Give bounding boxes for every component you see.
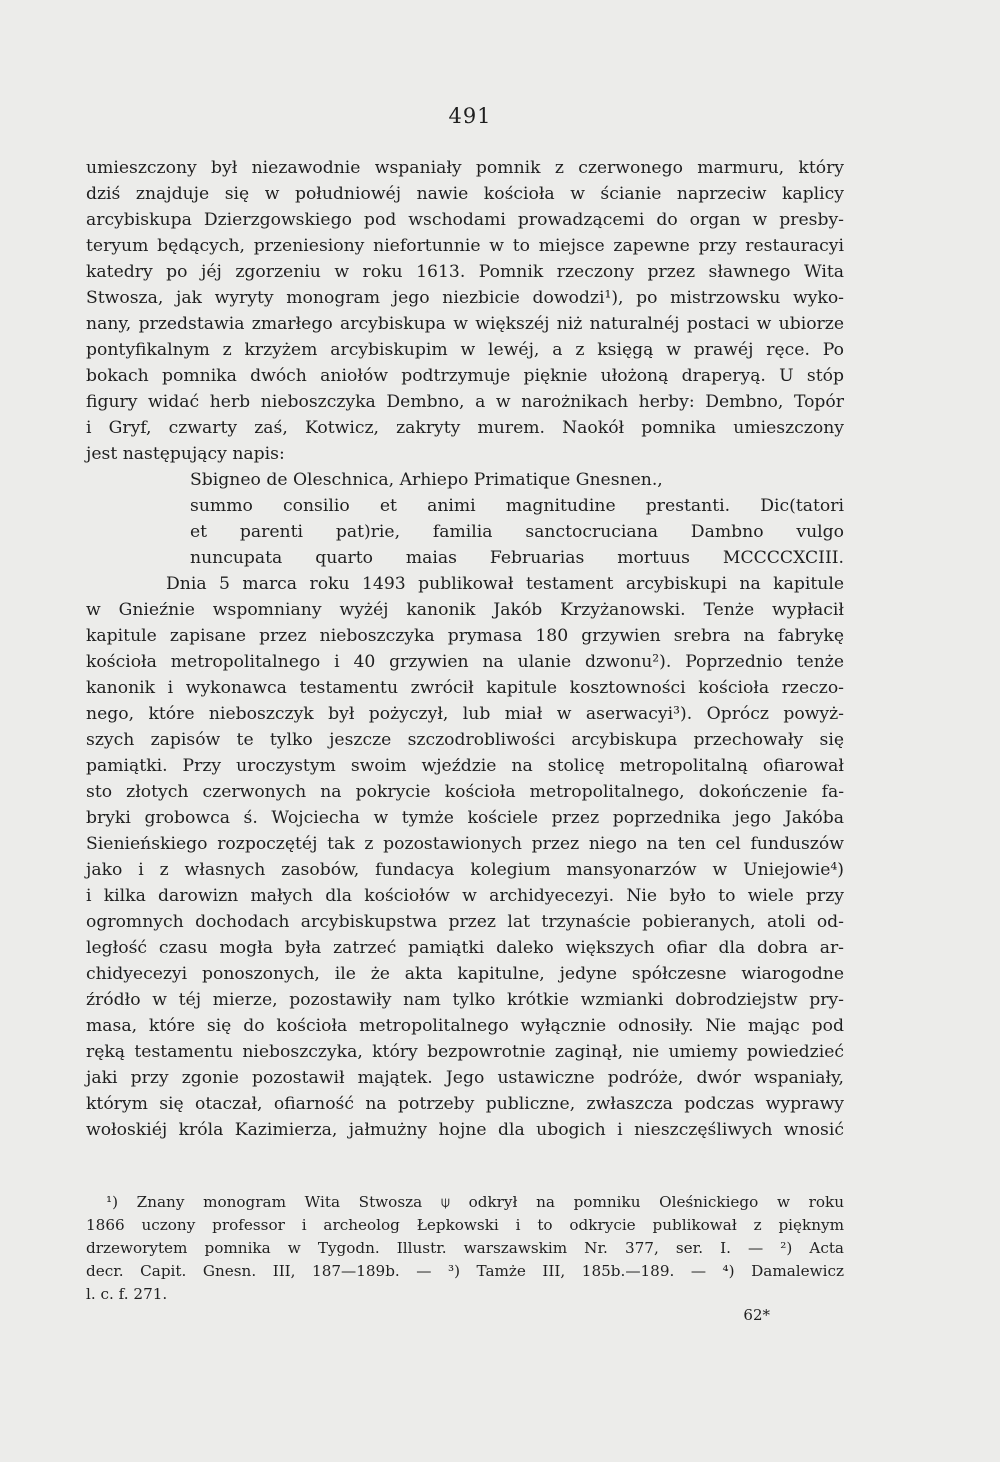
body-line: ogromnych dochodach arcybiskupstwa przez lat trzynaście pobieranych, atoli od-	[86, 912, 844, 932]
body-line: bokach pomnika dwóch aniołów podtrzymuje pięknie ułożoną draperyą. U stóp	[86, 366, 844, 386]
body-line: Sbigneo de Oleschnica, Arhiepo Primatique Gnesnen.,	[190, 470, 663, 490]
body-line: masa, które się do kościoła metropolitalnego wyłącznie odnosiły. Nie mając pod	[86, 1016, 844, 1036]
body-line: ległość czasu mogła była zatrzeć pamiątki daleko większych ofiar dla dobra ar-	[86, 938, 844, 958]
body-line: teryum będących, przeniesiony niefortunnie w to miejsce zapewne przy restauracyi	[86, 236, 844, 256]
body-line: nego, które nieboszczyk był pożyczył, lub miał w aserwacyi³). Oprócz powyż-	[86, 704, 844, 724]
footnote-line: drzeworytem pomnika w Tygodn. Illustr. warszawskim Nr. 377, ser. I. — ²) Acta	[86, 1239, 844, 1257]
body-line: szych zapisów te tylko jeszcze szczodrobliwości arcybiskupa przechowały się	[86, 730, 844, 750]
printer-signature: 62*	[743, 1306, 770, 1324]
body-line: katedry po jéj zgorzeniu w roku 1613. Pomnik rzeczony przez sławnego Wita	[86, 262, 844, 282]
footnote-line: ¹) Znany monogram Wita Stwosza ⍦ odkrył na pomniku Oleśnickiego w roku	[106, 1193, 844, 1211]
footnote-line: l. c. f. 271.	[86, 1285, 168, 1303]
body-line: i Gryf, czwarty zaś, Kotwicz, zakryty murem. Naokół pomnika umieszczony	[86, 418, 844, 438]
body-line: figury widać herb nieboszczyka Dembno, a w narożnikach herby: Dembno, Topór	[86, 392, 844, 412]
body-line: jaki przy zgonie pozostawił majątek. Jego ustawiczne podróże, dwór wspaniały,	[86, 1068, 844, 1088]
body-line: ręką testamentu nieboszczyka, który bezpowrotnie zaginął, nie umiemy powiedzieć	[86, 1042, 844, 1062]
body-line: jako i z własnych zasobów, fundacya kolegium mansyonarzów w Uniejowie⁴)	[86, 860, 844, 880]
body-line: i kilka darowizn małych dla kościołów w archidyecezyi. Nie było to wiele przy	[86, 886, 844, 906]
body-line: sto złotych czerwonych na pokrycie kościoła metropolitalnego, dokończenie fa-	[86, 782, 844, 802]
body-line: którym się otaczał, ofiarność na potrzeby publiczne, zwłaszcza podczas wyprawy	[86, 1094, 844, 1114]
body-text	[86, 155, 844, 1143]
body-line: et parenti pat)rie, familia sanctocruciana Dambno vulgo	[190, 522, 844, 542]
body-line: pontyfikalnym z krzyżem arcybiskupim w lewéj, a z księgą w prawéj ręce. Po	[86, 340, 844, 360]
body-line: kanonik i wykonawca testamentu zwrócił kapitule kosztowności kościoła rzeczo-	[86, 678, 844, 698]
body-line: Sienieńskiego rozpoczętéj tak z pozostawionych przez niego na ten cel funduszów	[86, 834, 844, 854]
body-line: jest następujący napis:	[86, 444, 285, 464]
body-line: źródło w téj mierze, pozostawiły nam tylko krótkie wzmianki dobrodziejstw pry-	[86, 990, 844, 1010]
body-line: pamiątki. Przy uroczystym swoim wjeździe na stolicę metropolitalną ofiarował	[86, 756, 844, 776]
body-line: nany, przedstawia zmarłego arcybiskupa w większéj niż naturalnéj postaci w ubiorze	[86, 314, 844, 334]
body-line: chidyecezyi ponoszonych, ile że akta kapitulne, jedyne spółczesne wiarogodne	[86, 964, 844, 984]
body-line: w Gnieźnie wspomniany wyżéj kanonik Jakób Krzyżanowski. Tenże wypłacił	[86, 600, 844, 620]
footnote-line: 1866 uczony professor i archeolog Łepkowski i to odkrycie publikował z pięknym	[86, 1216, 844, 1234]
body-line: wołoskiéj króla Kazimierza, jałmużny hojne dla ubogich i nieszczęśliwych wnosić	[86, 1120, 844, 1140]
body-line: kościoła metropolitalnego i 40 grzywien na ulanie dzwonu²). Poprzednio tenże	[86, 652, 844, 672]
body-line: umieszczony był niezawodnie wspaniały pomnik z czerwonego marmuru, który	[86, 158, 844, 178]
footnote-line: decr. Capit. Gnesn. III, 187—189b. — ³) Tamże III, 185b.—189. — ⁴) Damalewicz	[86, 1262, 844, 1280]
footnotes	[86, 1191, 844, 1306]
body-line: Dnia 5 marca roku 1493 publikował testament arcybiskupi na kapitule	[166, 574, 844, 594]
body-line: Stwosza, jak wyryty monogram jego niezbicie dowodzi¹), po mistrzowsku wyko-	[86, 288, 844, 308]
body-line: bryki grobowca ś. Wojciecha w tymże kościele przez poprzednika jego Jakóba	[86, 808, 844, 828]
body-line: summo consilio et animi magnitudine prestanti. Dic(tatori	[190, 496, 844, 516]
body-line: nuncupata quarto maias Februarias mortuus MCCCCXCIII.	[190, 548, 844, 568]
body-line: kapitule zapisane przez nieboszczyka prymasa 180 grzywien srebra na fabrykę	[86, 626, 844, 646]
body-line: dziś znajduje się w południowéj nawie kościoła w ścianie naprzeciw kaplicy	[86, 184, 844, 204]
body-line: arcybiskupa Dzierzgowskiego pod wschodami prowadzącemi do organ w presby-	[86, 210, 844, 230]
page-number: 491	[448, 104, 492, 128]
